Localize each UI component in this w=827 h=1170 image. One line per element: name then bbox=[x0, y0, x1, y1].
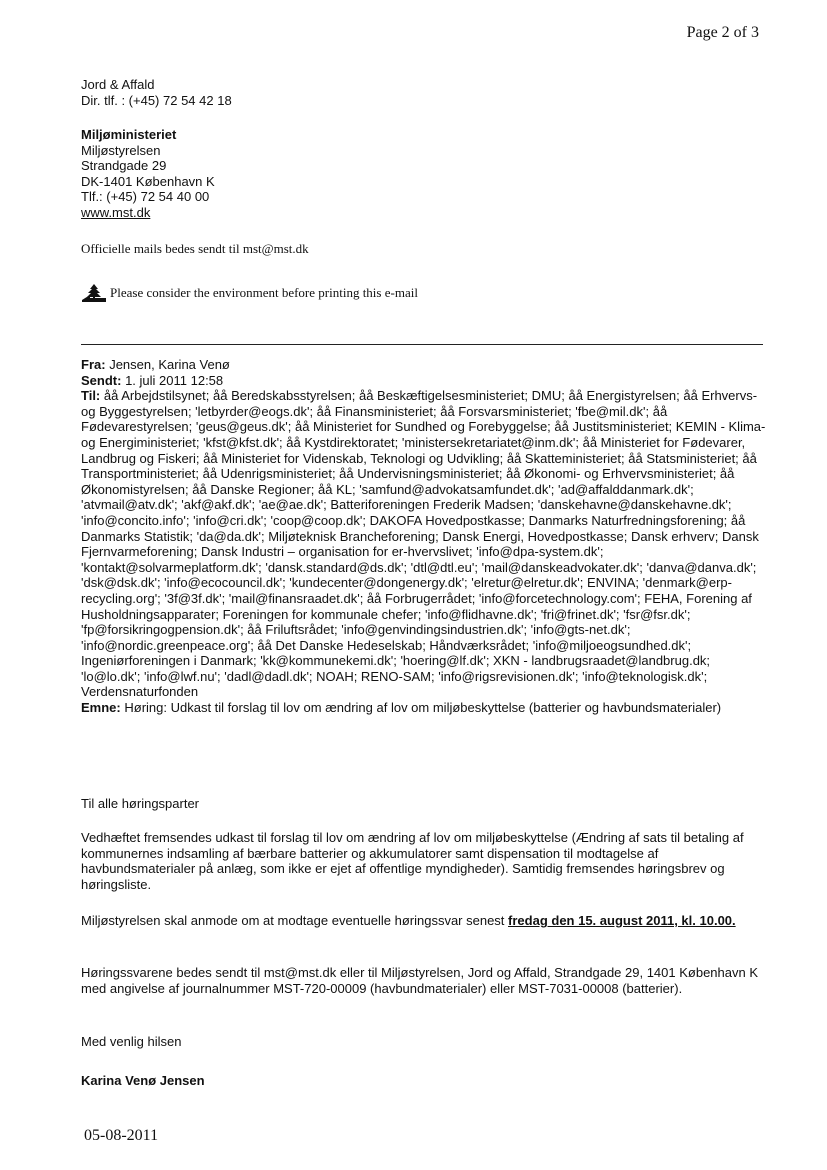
tree-print-icon bbox=[81, 283, 107, 303]
from-row bbox=[81, 357, 771, 373]
website-link[interactable]: www.mst.dk bbox=[81, 204, 151, 220]
to-value: åå Arbejdstilsynet; åå Beredskabsstyrelsen; åå Beskæftigelsesministeriet; DMU; åå Energistyrelsen; åå Erhvervs- og Byggestyrelsen; 'letbyrder@eogs.dk'; åå Finansministeriet; åå Forsvarsministeriet; 'fbe@mil.dk'; åå Fødevarestyrelsen; 'geus@geus.dk'; åå Ministeriet for Sundhed og Forebyggelse; åå Justitsministeriet; KEMIN - Klima- og Energiministeriet; 'kfst@kfst.dk'; åå Kystdirektoratet; 'ministersekretariatet@inm.dk'; åå Ministeriet for Fødevarer, Landbrug og Fiskeri; åå Ministeriet for Videnskab, Teknologi og Udvikling; åå Skatteministeriet; åå Statsministeriet; åå Transportministeriet; åå Udenrigsministeriet; åå Undervisningsministeriet; åå Økonomi- og Erhvervsministeriet; åå Økonomistyrelsen; åå Danske Regioner; åå KL; 'samfund@advokatsamfundet.dk'; 'ad@affalddanmark.dk'; 'atvmail@atv.dk'; 'akf@akf.dk'; 'ae@ae.dk'; Batteriforeningen Frederik Madsen; 'danskehavne@danskehavne.dk'; 'info@concito.info'; 'info@cri.dk'; 'coop@coop.dk'; DAKOFA Hovedpostkasse; Danmarks Naturfredningsforening; åå Danmarks Statistik; 'da@da.dk'; Miljøteknisk Brancheforening; Dansk Energi, Hovedpostkasse; Dansk erhverv; Dansk Fjernvarmeforening; Dansk Industri – organisation for er-hvervslivet; 'info@dpa-system.dk'; 'kontakt@solvarmeplatform.dk'; 'dansk.standard@ds.dk'; 'dtl@dtl.eu'; 'mail@danskeadvokater.dk'; 'danva@danva.dk'; 'dsk@dsk.dk'; 'info@ecocouncil.dk'; 'kundecenter@dongenergy.dk'; 'elretur@elretur.dk'; ENVINA; 'denmark@erp-recycling.org'; '3f@3f.dk'; 'mail@finansraadet.dk'; åå Forbrugerrådet; 'info@forcetechnology.com'; FEHA, Forening af Husholdningsapparater; Foreningen for kommunale chefer; 'info@flidhavne.dk'; 'fri@frinet.dk'; 'fsr@fsr.dk'; 'fp@forsikringogpension.dk'; åå Friluftsrådet; 'info@genvindingsindustrien.dk'; 'info@gts-net.dk'; 'info@nordic.greenpeace.org'; åå Det Danske Hedeselskab; Håndværksrådet; 'info@miljoeogsundhed.dk'; Ingeniørforeningen i Danmark; 'kk@kommunekemi.dk'; 'hoering@lf.dk'; XKN - landbrugsraadet@landbrug.dk; 'lo@lo.dk'; 'info@lwf.nu'; 'dadl@dadl.dk'; NOAH; RENO-SAM; 'info@rigsrevisionen.dk'; 'info@teknologisk.dk'; Verdensnaturfonden bbox=[81, 388, 766, 700]
sent-row bbox=[81, 373, 771, 389]
footer-date: 05-08-2011 bbox=[84, 1127, 159, 1144]
street-address: Strandgade 29 bbox=[81, 158, 167, 173]
from-value: Jensen, Karina Venø bbox=[109, 357, 230, 372]
body-paragraph-1: Vedhæftet fremsendes udkast til forslag til lov om ændring af lov om miljøbeskyttelse (Ændring af sats til betaling af kommunernes indsamling af bærbare batterier og akkumulatorer samt dispensation til modtagelse af havbundsmaterialer på anlæg, som ikke er ejet af offentlige myndigheder). Samtidig fremsendes høringsbrev og høringsliste. bbox=[81, 830, 744, 892]
body-paragraph-2 bbox=[81, 913, 771, 929]
signer-name: Karina Venø Jensen bbox=[81, 1073, 205, 1088]
environment-note-text: Please consider the environment before printing this e-mail bbox=[110, 285, 418, 300]
official-mail-note: Officielle mails bedes sendt til mst@mst.dk bbox=[81, 241, 309, 256]
phone-number: Tlf.: (+45) 72 54 40 00 bbox=[81, 189, 210, 204]
closing: Med venlig hilsen bbox=[81, 1034, 182, 1049]
sent-label: Sendt: bbox=[81, 372, 122, 388]
to-row bbox=[81, 388, 771, 700]
deadline-date: fredag den 15. august 2011, kl. 10.00. bbox=[508, 913, 736, 928]
divider bbox=[81, 344, 763, 345]
department: Jord & Affald bbox=[81, 77, 155, 92]
sent-value: 1. juli 2011 12:58 bbox=[125, 372, 224, 388]
from-label: Fra: bbox=[81, 357, 106, 372]
body-paragraph-3: Høringssvarene bedes sendt til mst@mst.dk eller til Miljøstyrelsen, Jord og Affald, Strandgade 29, 1401 København K med angivelse af journalnummer MST-720-00009 (havbundmaterialer) eller MST-7031-00008 (batterier). bbox=[81, 965, 759, 996]
signature-block bbox=[81, 77, 232, 220]
subject-row bbox=[81, 700, 771, 716]
email-header bbox=[81, 357, 771, 716]
direct-phone: Dir. tlf. : (+45) 72 54 42 18 bbox=[81, 92, 232, 108]
deadline-lead: Miljøstyrelsen skal anmode om at modtage eventuelle høringssvar senest bbox=[81, 913, 509, 928]
greeting: Til alle høringsparter bbox=[81, 796, 200, 811]
to-label: Til: bbox=[81, 388, 101, 404]
city-address: DK-1401 København K bbox=[81, 173, 215, 189]
subject-value: Høring: Udkast til forslag til lov om ændring af lov om miljøbeskyttelse (batterier og havbundsmaterialer) bbox=[124, 700, 722, 716]
environment-note bbox=[81, 283, 418, 303]
page-number: Page 2 of 3 bbox=[686, 24, 759, 41]
agency-name: Miljøstyrelsen bbox=[81, 142, 161, 158]
subject-label: Emne: bbox=[81, 700, 121, 716]
ministry-name: Miljøministeriet bbox=[81, 127, 177, 142]
